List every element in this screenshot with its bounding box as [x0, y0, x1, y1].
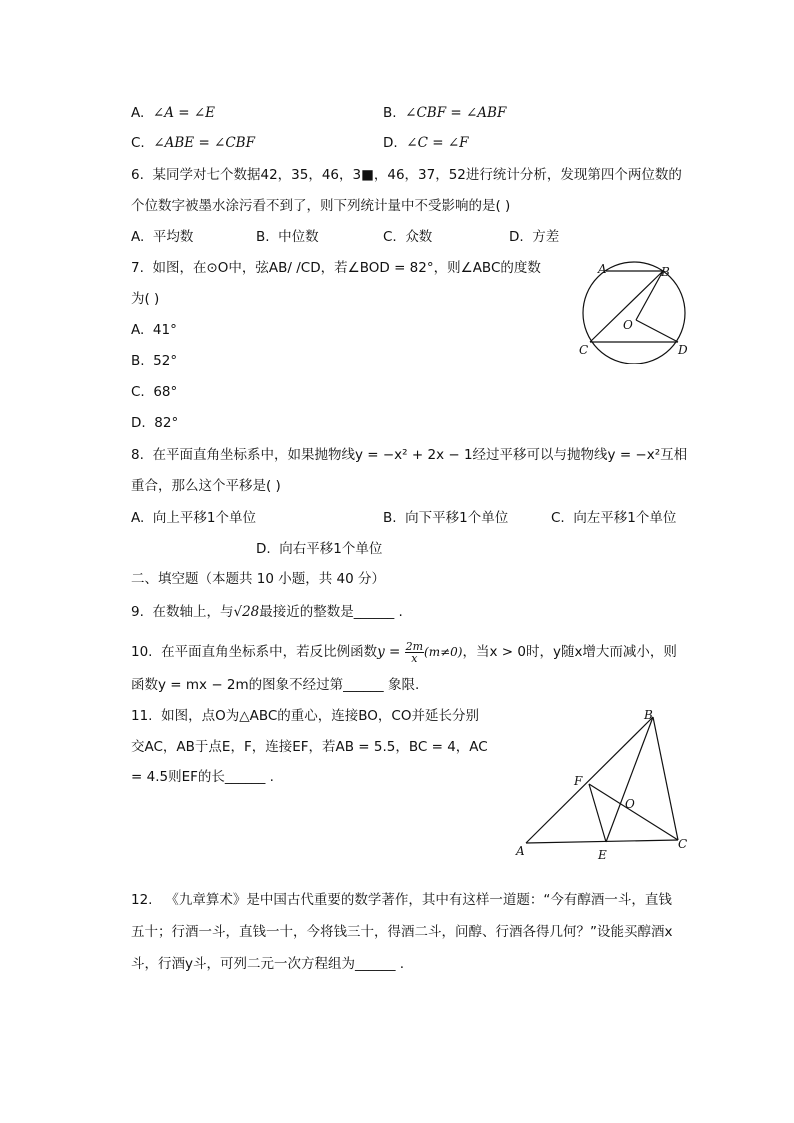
q11-label-a: A — [516, 844, 525, 858]
q8-option-d: D. 向右平移1个单位 — [256, 541, 383, 557]
q9-stem: 9. 在数轴上，与√28最接近的整数是______ . — [131, 604, 403, 620]
q7-radius-od — [636, 320, 678, 342]
q12-stem-line2: 五十；行酒一斗，直钱一十，今将钱三十，得酒二斗，问醇、行酒各得几何？”设能买醇酒x — [131, 924, 673, 940]
q10-stem-line2: 函数y = mx − 2m的图象不经过第______ 象限. — [131, 677, 420, 693]
q12-stem-line3: 斗，行酒y斗，可列二元一次方程组为______ . — [131, 956, 405, 972]
q11-label-f: F — [574, 774, 583, 788]
q11-stem-line3: = 4.5则EF的长______ . — [131, 769, 274, 785]
q9-radical: √28 — [233, 604, 260, 620]
q5-option-c: C. ∠ABE = ∠CBF — [131, 135, 255, 151]
q7-stem-line2: 为( ) — [131, 291, 160, 307]
q11-label-b: B — [644, 708, 653, 722]
q6-stem-line2: 个位数字被墨水涂污看不到了，则下列统计量中不受影响的是( ) — [131, 198, 511, 214]
q7-option-a: A. 41° — [131, 322, 177, 338]
q7-option-b: B. 52° — [131, 353, 178, 369]
q8-option-c: C. 向左平移1个单位 — [551, 510, 677, 526]
q11-side-ac — [526, 840, 678, 843]
q7-stem-line1: 7. 如图，在⊙O中，弦AB/ /CD，若∠BOD = 82°，则∠ABC的度数 — [131, 260, 541, 276]
q5-option-b: B. ∠CBF = ∠ABF — [383, 105, 507, 121]
q7-number: 7. — [131, 260, 144, 276]
q11-label-e: E — [598, 848, 607, 862]
q7-label-o: O — [623, 318, 633, 332]
q6-option-c: C. 众数 — [383, 229, 433, 245]
q6-number: 6. — [131, 167, 144, 183]
q7-label-a: A — [598, 262, 607, 276]
q7-label-b: B — [661, 265, 670, 279]
q12-stem-line1: 12. 《九章算术》是中国古代重要的数学著作，其中有这样一道题：“今有醇酒一斗，直钱 — [131, 892, 672, 908]
q11-label-o: O — [625, 797, 635, 811]
q11-side-bc — [653, 717, 678, 840]
q7-label-d: D — [678, 343, 688, 357]
q6-stem-line1: 6. 某同学对七个数据42，35，46，3■，46，37，52进行统计分析，发现第四个两位数的 — [131, 167, 682, 183]
q8-option-a: A. 向上平移1个单位 — [131, 510, 256, 526]
q11-stem-line1: 11. 如图，点O为△ABC的重心，连接BO，CO并延长分别 — [131, 708, 479, 724]
q5-option-a: A. ∠A = ∠E — [131, 105, 216, 121]
q11-stem-line2: 交AC，AB于点E，F，连接EF，若AB = 5.5，BC = 4，AC — [131, 739, 488, 755]
q7-circle-figure — [570, 258, 700, 364]
q6-option-a: A. 平均数 — [131, 229, 194, 245]
q7-option-c: C. 68° — [131, 384, 178, 400]
q9-number: 9. — [131, 604, 144, 620]
q7-label-c: C — [579, 343, 589, 357]
q6-option-d: D. 方差 — [509, 229, 560, 245]
q10-number: 10. — [131, 644, 153, 660]
q11-median-be — [606, 717, 653, 842]
q8-number: 8. — [131, 447, 144, 463]
q5-option-d: D. ∠C = ∠F — [383, 135, 469, 151]
q6-option-b: B. 中位数 — [256, 229, 319, 245]
q11-label-c: C — [678, 837, 688, 851]
section-heading-fill-in: 二、填空题（本题共 10 小题，共 40 分） — [131, 571, 386, 587]
q11-triangle-figure — [510, 705, 700, 865]
q8-option-b: B. 向下平移1个单位 — [383, 510, 509, 526]
q11-number: 11. — [131, 708, 153, 724]
q11-side-ab — [526, 717, 653, 843]
q8-stem-line2: 重合，那么这个平移是( ) — [131, 478, 281, 494]
q12-number: 12. — [131, 892, 153, 908]
q10-stem-line1: 10. 在平面直角坐标系中，若反比例函数y = $\frac{2m}{x}$ (m≠0)，当x > 0时，y随x增大而减小，则 — [131, 639, 677, 665]
q7-radius-ob — [636, 271, 663, 320]
q7-option-d: D. 82° — [131, 415, 179, 431]
q8-stem-line1: 8. 在平面直角坐标系中，如果抛物线y = −x² + 2x − 1经过平移可以与抛物线y = −x²互相 — [131, 447, 688, 463]
q10-fraction: $\frac{2m}{x}$ — [405, 639, 424, 665]
